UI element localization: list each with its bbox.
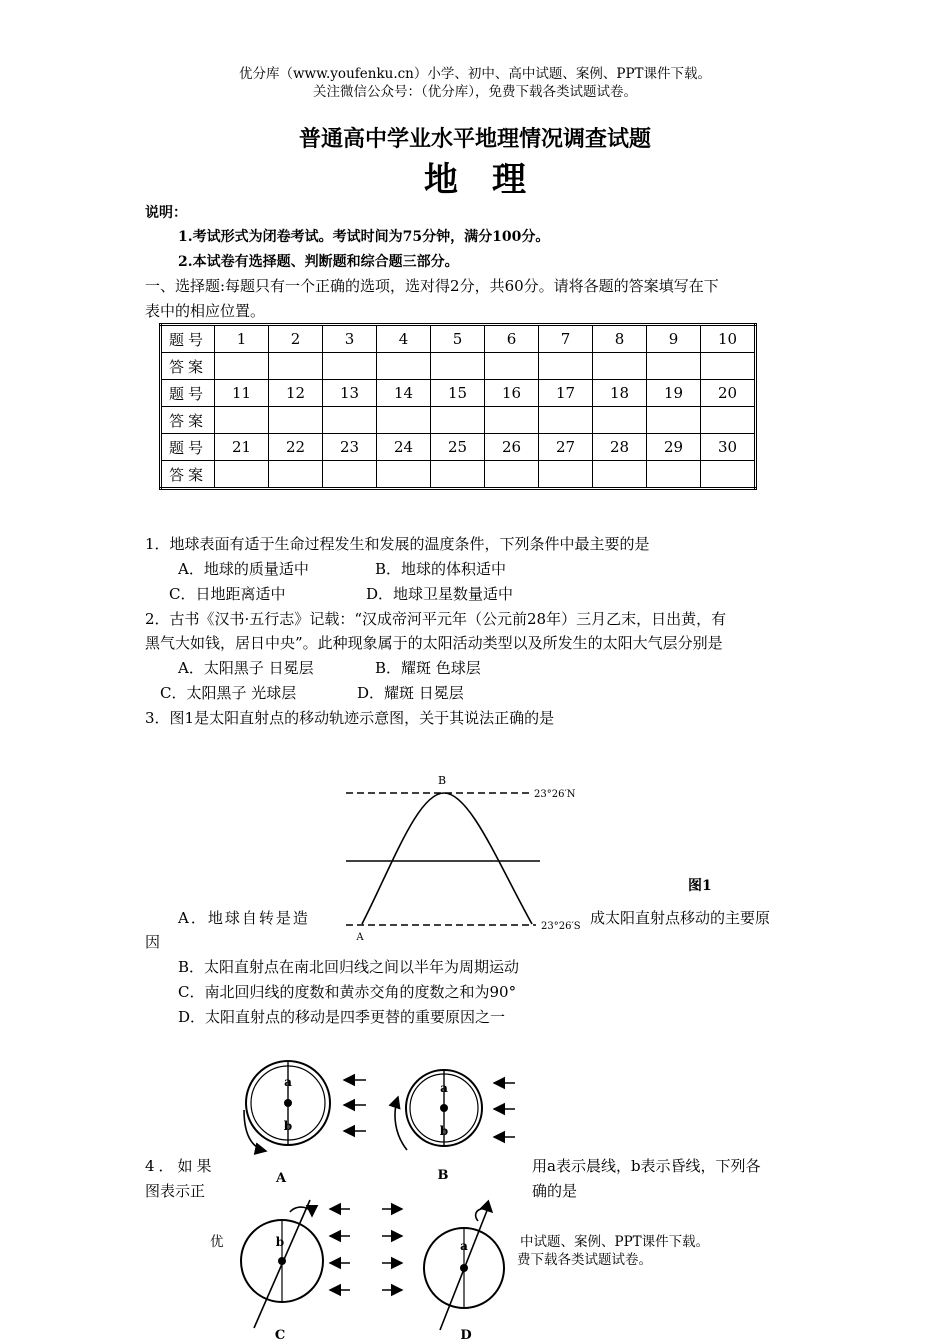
point-b-label: B bbox=[437, 774, 447, 787]
answer-cell[interactable] bbox=[593, 461, 647, 489]
figure-d-diagram bbox=[382, 1208, 504, 1343]
question-number-cell: 9 bbox=[647, 325, 701, 353]
row-label-answer: 答案 bbox=[161, 461, 215, 489]
q3-option-d: D．太阳直射点的移动是四季更替的重要原因之一 bbox=[178, 1008, 506, 1026]
fig-d-caption: D bbox=[460, 1328, 472, 1343]
answer-table-number-row bbox=[161, 434, 756, 461]
question-number-cell: 22 bbox=[269, 434, 323, 461]
answer-cell[interactable] bbox=[593, 407, 647, 434]
section1-intro-line2: 表中的相应位置。 bbox=[145, 302, 266, 320]
question-number-cell: 29 bbox=[647, 434, 701, 461]
q3-option-b: B．太阳直射点在南北回归线之间以半年为周期运动 bbox=[178, 958, 520, 976]
answer-table-number-row bbox=[161, 380, 756, 407]
footer-fragment-1: 优 bbox=[210, 1234, 224, 1250]
subject-title: 地 理 bbox=[424, 160, 526, 200]
fig-d-label-a: a bbox=[460, 1239, 468, 1253]
answer-cell[interactable] bbox=[701, 353, 756, 380]
q1-option-c: C．日地距离适中 bbox=[169, 585, 286, 603]
fig-b-label-b: b bbox=[439, 1124, 449, 1138]
south-latitude-label: 23°26′S bbox=[541, 921, 581, 932]
question-number-cell: 27 bbox=[539, 434, 593, 461]
site-header-line1: 优分库（www.youfenku.cn）小学、初中、高中试题、案例、PPT课件下载。 bbox=[238, 66, 712, 82]
question-number-cell: 16 bbox=[485, 380, 539, 407]
question-number-cell: 23 bbox=[323, 434, 377, 461]
fig-a-caption: A bbox=[275, 1171, 287, 1186]
question-number-cell: 5 bbox=[431, 325, 485, 353]
question-number-cell: 14 bbox=[377, 380, 431, 407]
question-number-cell: 7 bbox=[539, 325, 593, 353]
answer-cell[interactable] bbox=[377, 461, 431, 489]
question-number-cell: 4 bbox=[377, 325, 431, 353]
question-number-cell: 3 bbox=[323, 325, 377, 353]
answer-cell[interactable] bbox=[539, 353, 593, 380]
fig-b-label-a: a bbox=[440, 1081, 448, 1095]
q3-option-a-wrap: 因 bbox=[145, 933, 161, 951]
answer-cell[interactable] bbox=[539, 407, 593, 434]
q1-option-a: A．地球的质量适中 bbox=[178, 560, 309, 578]
row-label-number: 题号 bbox=[161, 434, 215, 461]
q3-option-a-left: A．地球自转是造 bbox=[178, 909, 310, 927]
answer-cell[interactable] bbox=[485, 407, 539, 434]
answer-cell[interactable] bbox=[323, 461, 377, 489]
question-number-cell: 20 bbox=[701, 380, 756, 407]
q2-option-b: B．耀斑 色球层 bbox=[375, 659, 481, 677]
row-label-number: 题号 bbox=[161, 325, 215, 353]
figure-a-diagram bbox=[244, 1061, 366, 1186]
question-number-cell: 26 bbox=[485, 434, 539, 461]
q2-stem-line1: 2．古书《汉书·五行志》记载：“汉成帝河平元年（公元前28年）三月乙末，日出黄，有 bbox=[145, 610, 727, 628]
section1-intro-line1: 一、选择题:每题只有一个正确的选项，选对得2分，共60分。请将各题的答案填写在下 bbox=[145, 277, 719, 295]
answer-table-answer-row bbox=[161, 461, 756, 489]
q2-option-c: C．太阳黑子 光球层 bbox=[160, 684, 297, 702]
north-latitude-label: 23°26′N bbox=[534, 789, 576, 800]
footer-fragment-3: 费下载各类试题试卷。 bbox=[517, 1252, 652, 1268]
answer-cell[interactable] bbox=[377, 407, 431, 434]
answer-table-answer-row bbox=[161, 407, 756, 434]
exam-title: 普通高中学业水平地理情况调查试题 bbox=[298, 126, 651, 152]
answer-cell[interactable] bbox=[647, 461, 701, 489]
answer-table-number-row bbox=[161, 325, 756, 353]
footer-fragment-2: 中试题、案例、PPT课件下载。 bbox=[520, 1234, 710, 1250]
question-number-cell: 11 bbox=[215, 380, 269, 407]
answer-cell[interactable] bbox=[377, 353, 431, 380]
question-number-cell: 30 bbox=[701, 434, 756, 461]
question-number-cell: 25 bbox=[431, 434, 485, 461]
answer-cell[interactable] bbox=[431, 353, 485, 380]
q1-option-d: D．地球卫星数量适中 bbox=[366, 585, 514, 603]
row-label-answer: 答案 bbox=[161, 353, 215, 380]
answer-cell[interactable] bbox=[485, 461, 539, 489]
fig-c-label-b: b bbox=[275, 1235, 285, 1249]
answer-cell[interactable] bbox=[701, 461, 756, 489]
question-number-cell: 1 bbox=[215, 325, 269, 353]
answer-cell[interactable] bbox=[701, 407, 756, 434]
question-number-cell: 24 bbox=[377, 434, 431, 461]
answer-cell[interactable] bbox=[269, 407, 323, 434]
answer-cell[interactable] bbox=[593, 353, 647, 380]
fig-a-label-b: b bbox=[283, 1119, 293, 1133]
q4-stem-right-1: 用a表示晨线，b表示昏线，下列各 bbox=[532, 1157, 761, 1175]
q1-stem: 1．地球表面有适于生命过程发生和发展的温度条件，下列条件中最主要的是 bbox=[145, 535, 650, 553]
question-number-cell: 13 bbox=[323, 380, 377, 407]
question-number-cell: 28 bbox=[593, 434, 647, 461]
q4-figures-cd bbox=[226, 1196, 526, 1344]
q3-option-c: C．南北回归线的度数和黄赤交角的度数之和为90° bbox=[178, 983, 517, 1001]
q1-option-b: B．地球的体积适中 bbox=[375, 560, 507, 578]
answer-table-answer-row bbox=[161, 353, 756, 380]
question-number-cell: 2 bbox=[269, 325, 323, 353]
figure-c-diagram bbox=[241, 1200, 350, 1343]
fig-a-label-a: a bbox=[284, 1075, 292, 1089]
instructions-item-2: 2.本试卷有选择题、判断题和综合题三部分。 bbox=[178, 254, 459, 270]
site-header-line2: 关注微信公众号：（优分库），免费下载各类试题试卷。 bbox=[313, 84, 637, 100]
q2-option-a: A．太阳黑子 日冕层 bbox=[178, 659, 314, 677]
question-number-cell: 21 bbox=[215, 434, 269, 461]
q2-option-d: D．耀斑 日冕层 bbox=[357, 684, 464, 702]
fig-c-caption: C bbox=[274, 1328, 286, 1343]
row-label-number: 题号 bbox=[161, 380, 215, 407]
q2-stem-line2: 黑气大如钱，居日中央”。此种现象属于的太阳活动类型以及所发生的太阳大气层分别是 bbox=[145, 634, 723, 652]
q4-figures-ab bbox=[232, 1055, 532, 1190]
answer-cell[interactable] bbox=[215, 461, 269, 489]
q4-stem-left-1: 4．如果 bbox=[145, 1157, 216, 1175]
answer-cell[interactable] bbox=[647, 407, 701, 434]
row-label-answer: 答案 bbox=[161, 407, 215, 434]
answer-cell[interactable] bbox=[323, 353, 377, 380]
question-number-cell: 10 bbox=[701, 325, 756, 353]
fig-b-caption: B bbox=[437, 1168, 449, 1183]
figure-b-diagram bbox=[395, 1070, 515, 1183]
figure1-caption: 图1 bbox=[688, 878, 712, 894]
question-number-cell: 17 bbox=[539, 380, 593, 407]
instructions-label: 说明： bbox=[145, 205, 187, 221]
q3-stem: 3．图1是太阳直射点的移动轨迹示意图，关于其说法正确的是 bbox=[145, 709, 555, 727]
instructions-item-1: 1.考试形式为闭卷考试。考试时间为75分钟，满分100分。 bbox=[178, 229, 550, 245]
question-number-cell: 12 bbox=[269, 380, 323, 407]
figure1-subsolar-track bbox=[338, 768, 588, 946]
answer-table bbox=[159, 323, 757, 490]
question-number-cell: 18 bbox=[593, 380, 647, 407]
answer-cell[interactable] bbox=[215, 407, 269, 434]
subsolar-curve bbox=[362, 793, 532, 924]
q4-stem-right-2: 确的是 bbox=[532, 1182, 578, 1200]
answer-cell[interactable] bbox=[215, 353, 269, 380]
answer-cell[interactable] bbox=[269, 353, 323, 380]
answer-cell[interactable] bbox=[269, 461, 323, 489]
answer-cell[interactable] bbox=[485, 353, 539, 380]
answer-cell[interactable] bbox=[647, 353, 701, 380]
q3-option-a-right: 成太阳直射点移动的主要原 bbox=[590, 909, 771, 927]
answer-cell[interactable] bbox=[539, 461, 593, 489]
answer-cell[interactable] bbox=[431, 407, 485, 434]
answer-cell[interactable] bbox=[431, 461, 485, 489]
question-number-cell: 6 bbox=[485, 325, 539, 353]
point-a-label: A bbox=[356, 932, 364, 943]
answer-cell[interactable] bbox=[323, 407, 377, 434]
question-number-cell: 15 bbox=[431, 380, 485, 407]
question-number-cell: 19 bbox=[647, 380, 701, 407]
question-number-cell: 8 bbox=[593, 325, 647, 353]
q4-stem-left-2: 图表示正 bbox=[145, 1182, 206, 1200]
